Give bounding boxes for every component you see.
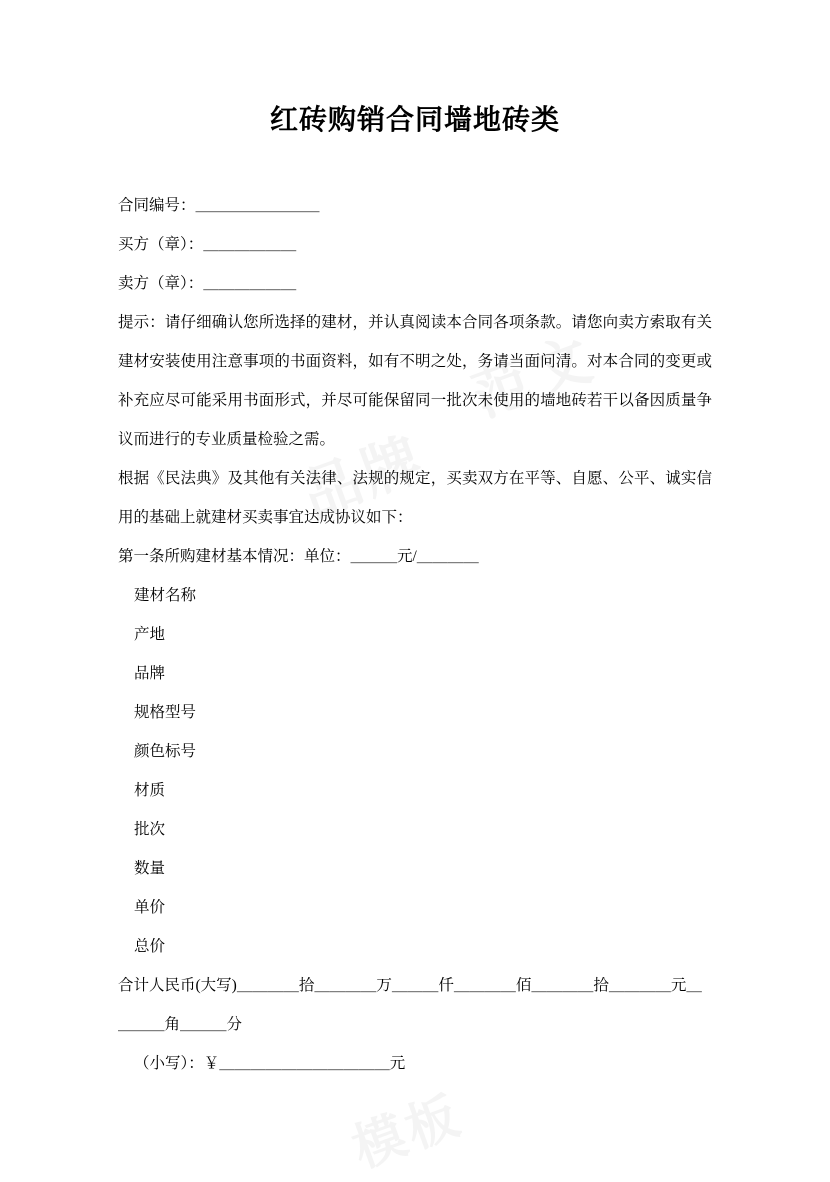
total-amount-lowercase: （小写）：￥＿＿＿＿＿＿＿＿＿＿＿元 — [134, 1055, 406, 1072]
total-amount-uppercase: 合计人民币(大写)＿＿＿＿拾＿＿＿＿万＿＿＿仟＿＿＿＿佰＿＿＿＿拾＿＿＿＿元＿＿＿＿角＿＿＿分 — [118, 977, 702, 1033]
article-one-heading: 第一条所购建材基本情况：单位：＿＿＿元/＿＿＿＿ — [118, 548, 479, 565]
item-label-batch: 批次 — [134, 821, 166, 838]
notice-paragraph: 提示：请仔细确认您所选择的建材，并认真阅读本合同各项条款。请您向卖方索取有关建材安装使用注意事项的书面资料，如有不明之处，务请当面问清。对本合同的变更或补充应尽可能采用书面形式，并尽可能保留同一批次未使用的墙地砖若干以备因质量争议而进行的专业质量检验之需。 — [118, 314, 712, 448]
item-label-quantity: 数量 — [134, 860, 166, 877]
item-label-material-name: 建材名称 — [134, 587, 197, 604]
item-label-unit-price: 单价 — [134, 899, 166, 916]
document-body — [118, 186, 712, 1083]
legal-basis-paragraph: 根据《民法典》及其他有关法律、法规的规定，买卖双方在平等、自愿、公平、诚实信用的基础上就建材买卖事宜达成协议如下： — [118, 470, 712, 526]
seller-seal-field: 卖方（章）：＿＿＿＿＿＿ — [118, 275, 297, 292]
buyer-seal-field: 买方（章）：＿＿＿＿＿＿ — [118, 236, 297, 253]
item-label-color-code: 颜色标号 — [134, 743, 197, 760]
item-label-model: 规格型号 — [134, 704, 197, 721]
contract-number-field: 合同编号：＿＿＿＿＿＿＿＿ — [118, 197, 320, 214]
item-label-material: 材质 — [134, 782, 166, 799]
item-label-origin: 产地 — [134, 626, 166, 643]
item-label-total-price: 总价 — [134, 938, 166, 955]
item-label-brand: 品牌 — [134, 665, 166, 682]
page-title: 红砖购销合同墙地砖类 — [269, 105, 560, 136]
watermark-text-3 — [341, 1073, 472, 1182]
